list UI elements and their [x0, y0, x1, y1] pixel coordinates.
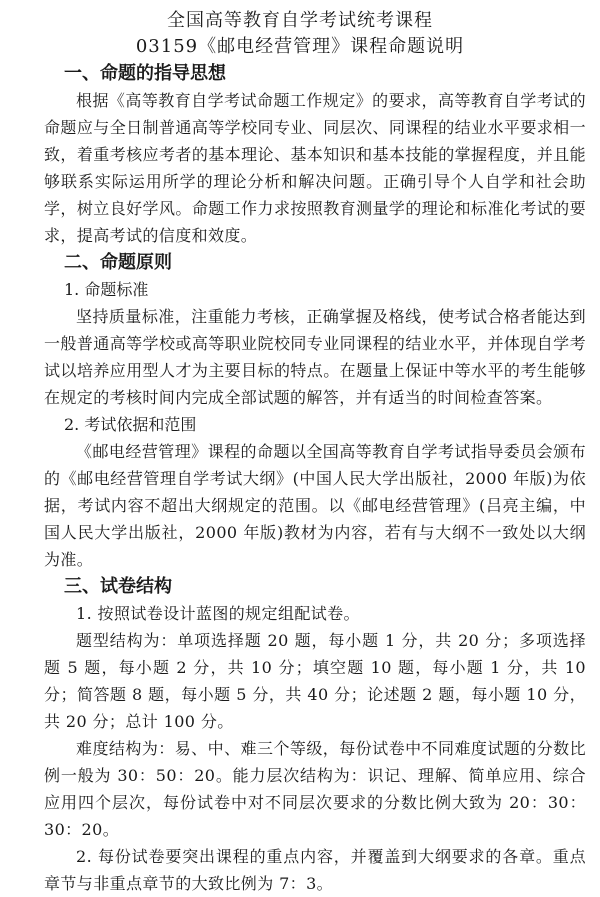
- paragraph: 难度结构为：易、中、难三个等级，每份试卷中不同难度试题的分数比例一般为 30：50：20。能力层次结构为：识记、理解、简单应用、综合应用四个层次，每份试卷中对不同层次要求的分数比例大致为 20：30：30：20。: [44, 739, 586, 839]
- document-title: 全国高等教育自学考试统考课程: [167, 10, 433, 31]
- paragraph: 根据《高等教育自学考试命题工作规定》的要求，高等教育自学考试的命题应与全日制普通高等学校同专业、同层次、同课程的结业水平要求相一致，着重考核应考者的基本理论、基本知识和基本技能的掌握程度，并且能够联系实际运用所学的理论分析和解决问题。正确引导个人自学和社会助学，树立良好学风。命题工作力求按照教育测量学的理论和标准化考试的要求，提高考试的信度和效度。: [44, 91, 586, 245]
- section-heading-structure: 三、试卷结构: [64, 576, 172, 597]
- paragraph: 题型结构为：单项选择题 20 题，每小题 1 分，共 20 分；多项选择题 5 题，每小题 2 分，共 10 分；填空题 10 题，每小题 1 分，共 10 分；简答题 8 题，每小题 5 分，共 40 分；论述题 2 题，每小题 10 分，共 20 分；总计 100 分。: [44, 631, 586, 731]
- paragraph: 坚持质量标准，注重能力考核，正确掌握及格线，使考试合格者能达到一般普通高等学校或高等职业院校同专业同课程的结业水平，并体现自学考试以培养应用型人才为主要目标的特点。在题量上保证中等水平的考生能够在规定的考核时间内完成全部试题的解答，并有适当的时间检查答案。: [44, 307, 586, 407]
- paragraph: 1. 按照试卷设计蓝图的规定组配试卷。: [76, 604, 360, 623]
- paragraph: 2. 每份试卷要突出课程的重点内容，并覆盖到大纲要求的各章。重点章节与非重点章节的大致比例为 7：3。: [44, 847, 586, 893]
- section-heading-principles: 二、命题原则: [64, 252, 172, 273]
- document-subtitle: 03159《邮电经营管理》课程命题说明: [135, 36, 465, 57]
- paragraph: 《邮电经营管理》课程的命题以全国高等教育自学考试指导委员会颁布的《邮电经营管理自学考试大纲》(中国人民大学出版社，2000 年版)为依据，考试内容不超出大纲规定的范围。以《邮电经营管理》(吕亮主编，中国人民大学出版社，2000 年版)教材为内容，若有与大纲不一致处以大纲为准。: [44, 442, 586, 569]
- section-heading-guiding-principles: 一、命题的指导思想: [64, 63, 226, 84]
- subheading-basis-scope: 2. 考试依据和范围: [64, 415, 197, 434]
- subheading-standard: 1. 命题标准: [64, 280, 149, 299]
